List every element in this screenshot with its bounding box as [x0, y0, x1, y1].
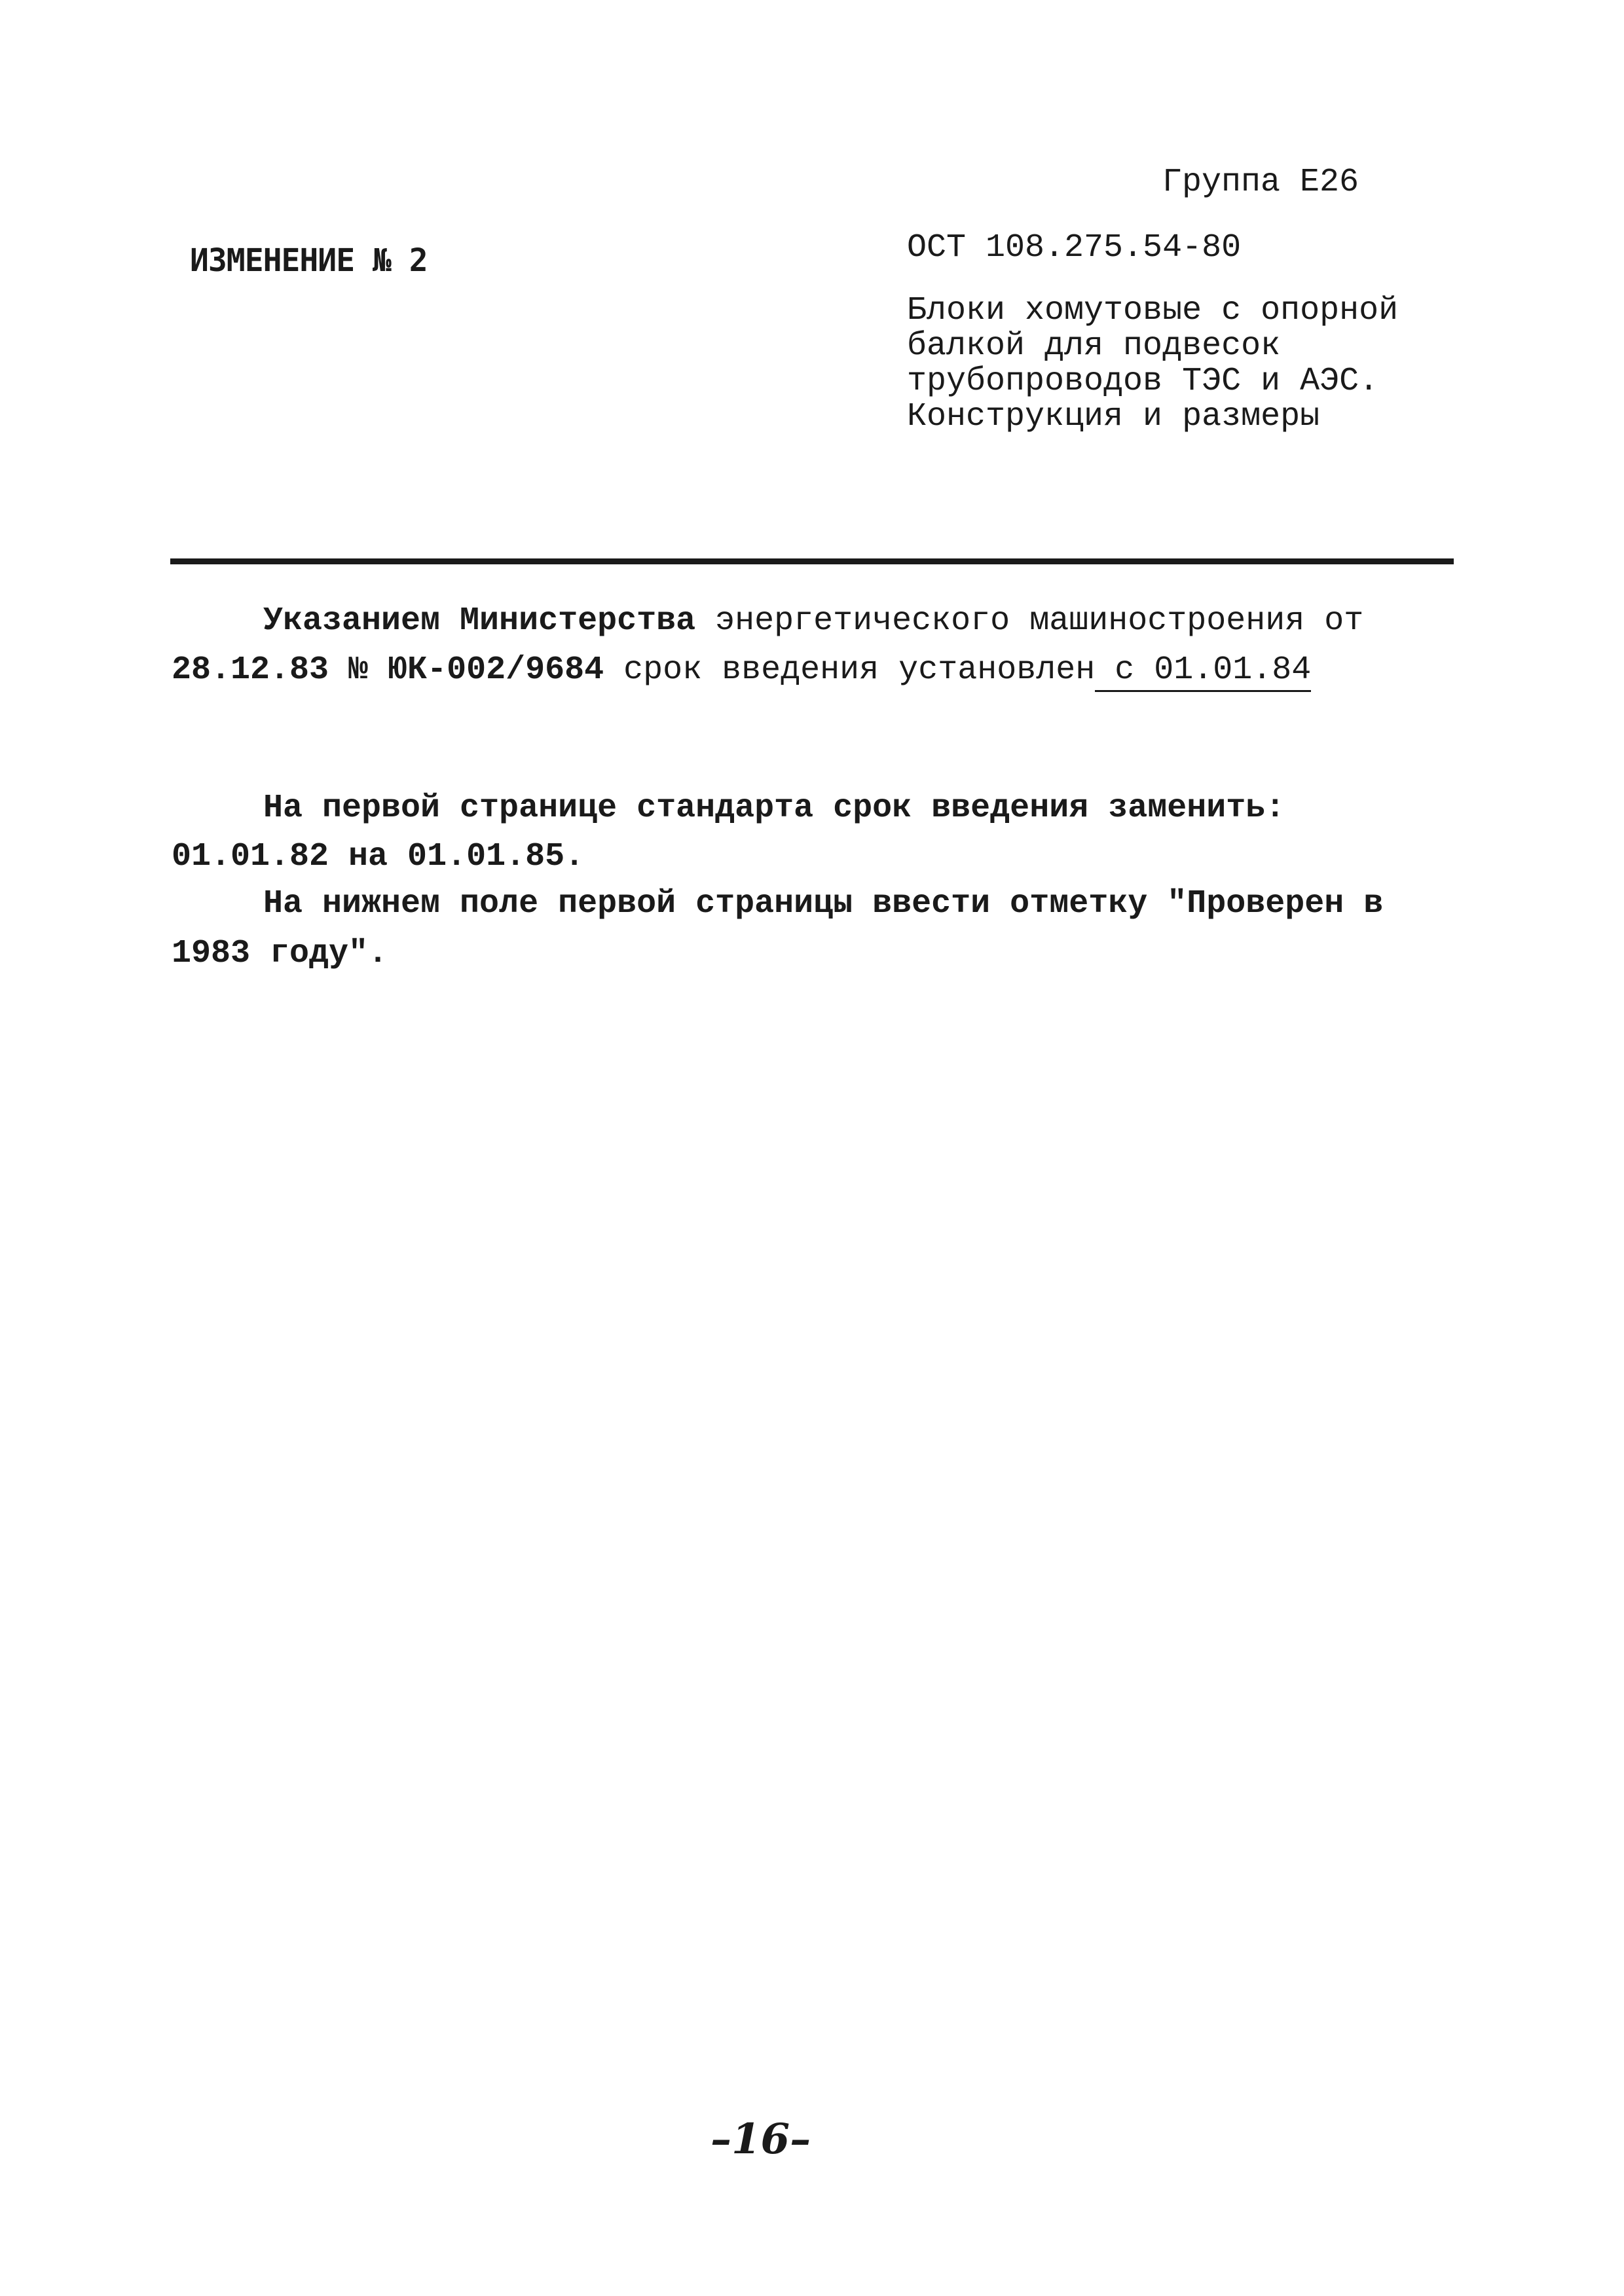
standard-title-line: Блоки хомутовые с опорной — [907, 292, 1399, 329]
directive-text: срок введения установлен — [604, 651, 1096, 689]
standard-title-line: Конструкция и размеры — [907, 398, 1320, 435]
header-divider — [170, 558, 1454, 564]
standard-title-line: трубопроводов ТЭС и АЭС. — [907, 363, 1379, 400]
directive-line-2 — [172, 651, 1311, 689]
standard-code: ОСТ 108.275.54-80 — [907, 229, 1242, 266]
standard-title — [907, 293, 1398, 435]
directive-number: 28.12.83 № ЮК-002/9684 — [172, 651, 604, 689]
instruction-2-line-1: На нижнем поле первой страницы ввести отметку "Проверен в — [263, 885, 1384, 922]
group-label: Группа Е26 — [1162, 164, 1359, 201]
change-label: ИЗМЕНЕНИЕ № 2 — [190, 242, 428, 279]
instruction-2-line-2: 1983 году". — [172, 935, 388, 972]
instruction-1-line-1: На первой странице стандарта срок введения заменить: — [263, 790, 1285, 827]
page-number: –16– — [710, 2115, 811, 2164]
standard-title-line: балкой для подвесок — [907, 327, 1281, 365]
directive-line-1 — [263, 602, 1363, 640]
instruction-1-line-2: 01.01.82 на 01.01.85. — [172, 838, 585, 875]
directive-issuer: Указанием Министерства — [263, 602, 696, 640]
directive-issuer-rest: энергетического машиностроения от — [695, 602, 1364, 640]
effective-date: с 01.01.84 — [1095, 651, 1311, 692]
